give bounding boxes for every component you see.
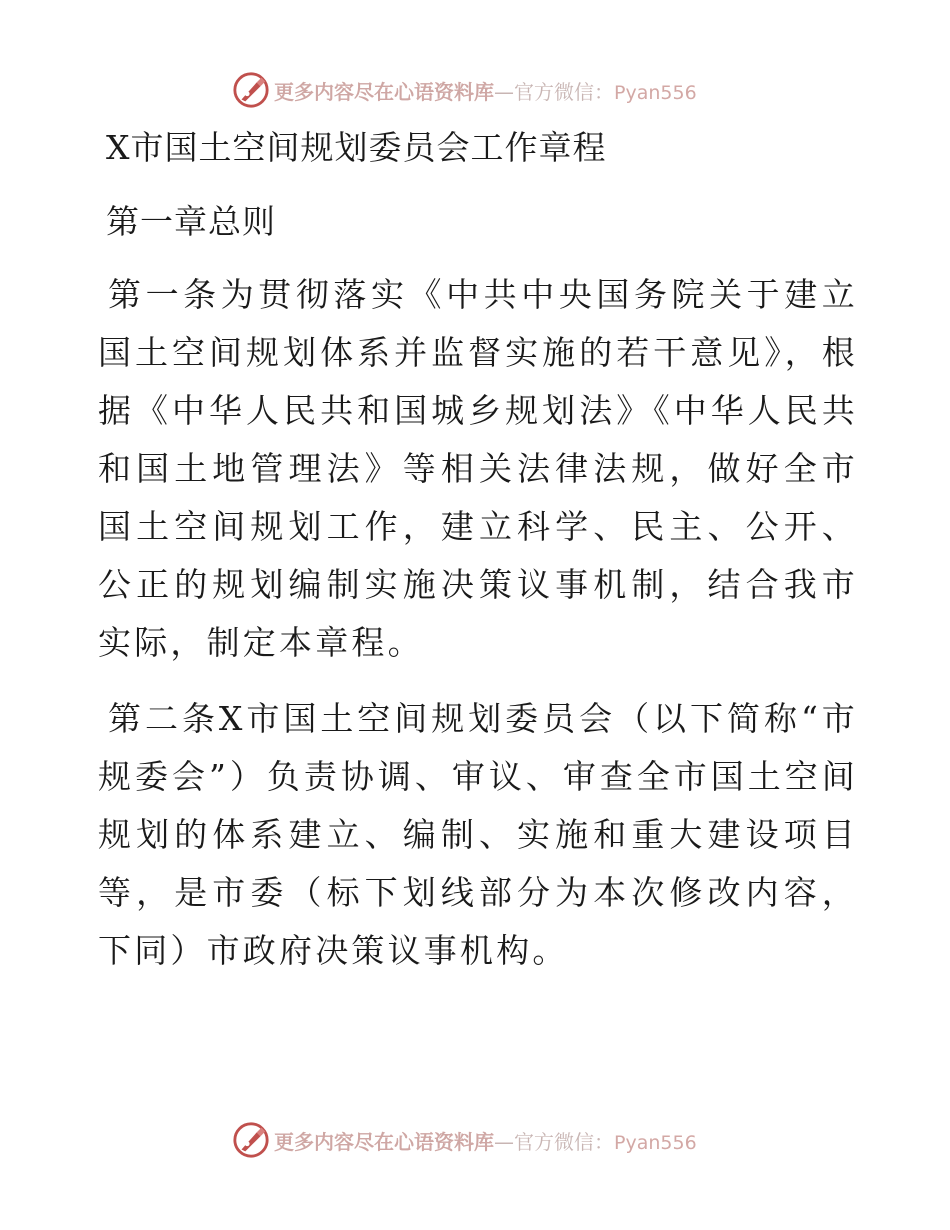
chapter-heading: 第一章总则 bbox=[106, 202, 276, 241]
watermark-wechat-id: Pyan556 bbox=[614, 1131, 697, 1154]
article-1: 第一条为贯彻落实《中共中央国务院关于建立国土空间规划体系并监督实施的若干意见》，根据《中华人民共和国城乡规划法》《中华人民共和国土地管理法》等相关法律法规，做好全市国土空间规划工作，建立科学、民主、公开、公正的规划编制实施决策议事机制，结合我市实际，制定本章程。 bbox=[98, 275, 858, 662]
article-2: 第二条X市国土空间规划委员会（以下简称“市规委会”）负责协调、审议、审查全市国土空间规划的体系建立、编制、实施和重大建设项目等，是市委（标下划线部分为本次修改内容，下同）市政府决策议事机构。 bbox=[98, 699, 858, 970]
footer-watermark bbox=[232, 1120, 752, 1160]
watermark-sub-text: 官方微信： bbox=[514, 79, 614, 104]
watermark-sub-text: 官方微信： bbox=[514, 1129, 614, 1154]
pen-logo-icon bbox=[232, 71, 270, 109]
watermark-dash: — bbox=[494, 79, 514, 104]
watermark-main-text: 更多内容尽在心语资料库 bbox=[274, 1129, 494, 1154]
watermark-main-text: 更多内容尽在心语资料库 bbox=[274, 79, 494, 104]
pen-logo-icon bbox=[232, 1121, 270, 1159]
watermark-wechat-id: Pyan556 bbox=[614, 81, 697, 104]
watermark-dash: — bbox=[494, 1129, 514, 1154]
header-watermark bbox=[232, 70, 752, 110]
document-title: X市国土空间规划委员会工作章程 bbox=[106, 128, 607, 167]
